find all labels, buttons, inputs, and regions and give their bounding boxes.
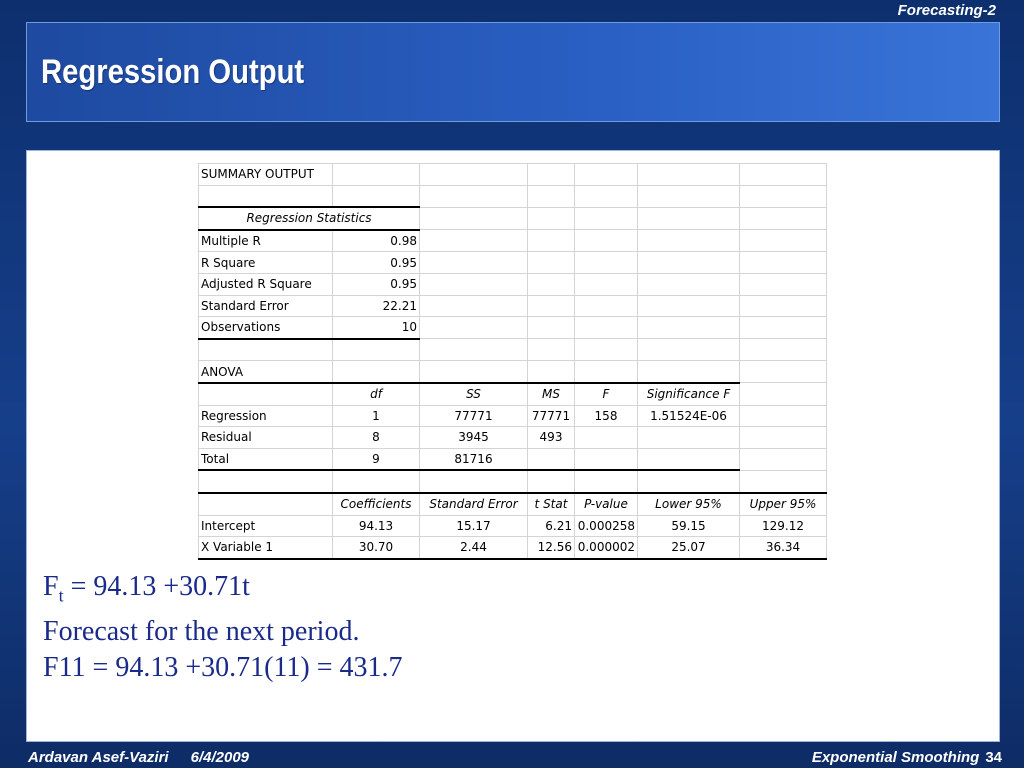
stat-label: Adjusted R Square <box>199 273 333 295</box>
summary-header: SUMMARY OUTPUT <box>199 164 333 186</box>
stat-value: 22.21 <box>333 295 420 317</box>
table-row <box>199 493 827 515</box>
table-row <box>199 448 827 470</box>
coef-header: Upper 95% <box>740 493 827 515</box>
equation-rest: = 94.13 +30.71t <box>63 571 250 602</box>
anova-sig: 1.51524E-06 <box>638 405 740 427</box>
stat-value: 0.95 <box>333 273 420 295</box>
stat-label: Multiple R <box>199 230 333 252</box>
coef-se: 15.17 <box>420 515 528 537</box>
coef-value: 94.13 <box>333 515 420 537</box>
stat-label: Standard Error <box>199 295 333 317</box>
coef-row-label: Intercept <box>199 515 333 537</box>
table-row <box>199 252 827 274</box>
regression-summary-table <box>198 163 827 560</box>
footer-topic: Exponential Smoothing <box>811 749 980 766</box>
table-row <box>199 537 827 559</box>
coef-upper: 129.12 <box>740 515 827 537</box>
coef-header: P-value <box>575 493 638 515</box>
coef-lower: 25.07 <box>638 537 740 559</box>
coef-upper: 36.34 <box>740 537 827 559</box>
anova-row-label: Regression <box>199 405 333 427</box>
coef-p: 0.000002 <box>575 537 638 559</box>
footer-author: Ardavan Asef-Vaziri <box>28 749 169 766</box>
anova-df: 8 <box>333 427 420 449</box>
slide-title: Regression Output <box>41 53 305 91</box>
anova-header: F <box>575 383 638 405</box>
anova-ms: 77771 <box>528 405 575 427</box>
title-bar <box>26 22 1000 122</box>
table-row <box>199 164 827 186</box>
anova-ms <box>528 448 575 470</box>
anova-f: 158 <box>575 405 638 427</box>
anova-header: SS <box>420 383 528 405</box>
anova-f <box>575 427 638 449</box>
anova-row-label: Residual <box>199 427 333 449</box>
anova-ss: 81716 <box>420 448 528 470</box>
table-row <box>199 383 827 405</box>
forecast-caption: Forecast for the next period. <box>43 615 360 647</box>
coef-header: Standard Error <box>420 493 528 515</box>
forecast-calculation: F11 = 94.13 +30.71(11) = 431.7 <box>43 651 403 683</box>
anova-f <box>575 448 638 470</box>
table-row <box>199 273 827 295</box>
anova-label: ANOVA <box>199 361 333 383</box>
anova-sig <box>638 448 740 470</box>
anova-df: 1 <box>333 405 420 427</box>
table-row <box>199 207 827 230</box>
anova-header: Significance F <box>638 383 740 405</box>
equation-f: F <box>43 571 59 602</box>
coef-t: 6.21 <box>528 515 575 537</box>
coef-lower: 59.15 <box>638 515 740 537</box>
equation-subscript: t <box>58 585 64 606</box>
stat-value: 10 <box>333 317 420 339</box>
coef-p: 0.000258 <box>575 515 638 537</box>
footer-date: 6/4/2009 <box>190 749 249 766</box>
anova-ss: 3945 <box>420 427 528 449</box>
stat-value: 0.95 <box>333 252 420 274</box>
coef-row-label: X Variable 1 <box>199 537 333 559</box>
coef-t: 12.56 <box>528 537 575 559</box>
forecast-equation <box>43 569 403 614</box>
anova-ss: 77771 <box>420 405 528 427</box>
anova-df: 9 <box>333 448 420 470</box>
content-panel <box>26 150 1000 742</box>
table-row <box>199 515 827 537</box>
coef-value: 30.70 <box>333 537 420 559</box>
anova-ms: 493 <box>528 427 575 449</box>
table-row <box>199 185 827 207</box>
table-row <box>199 339 827 361</box>
stat-label: R Square <box>199 252 333 274</box>
stat-label: Observations <box>199 317 333 339</box>
coef-se: 2.44 <box>420 537 528 559</box>
forecast-formulas <box>43 569 403 686</box>
page-number: 34 <box>985 749 1002 766</box>
anova-header: MS <box>528 383 575 405</box>
anova-header: df <box>333 383 420 405</box>
table-row <box>199 470 827 493</box>
footer-left <box>28 749 271 766</box>
coef-header: Coefficients <box>333 493 420 515</box>
table-row <box>199 295 827 317</box>
footer-right <box>812 749 1002 766</box>
table-row <box>199 317 827 339</box>
anova-row-label: Total <box>199 448 333 470</box>
table-row <box>199 361 827 383</box>
stats-title: Regression Statistics <box>199 207 420 230</box>
deck-tag: Forecasting-2 <box>897 2 996 19</box>
table-row <box>199 405 827 427</box>
coef-header: Lower 95% <box>638 493 740 515</box>
table-row <box>199 427 827 449</box>
stat-value: 0.98 <box>333 230 420 252</box>
table-row <box>199 230 827 252</box>
anova-sig <box>638 427 740 449</box>
coef-header: t Stat <box>528 493 575 515</box>
